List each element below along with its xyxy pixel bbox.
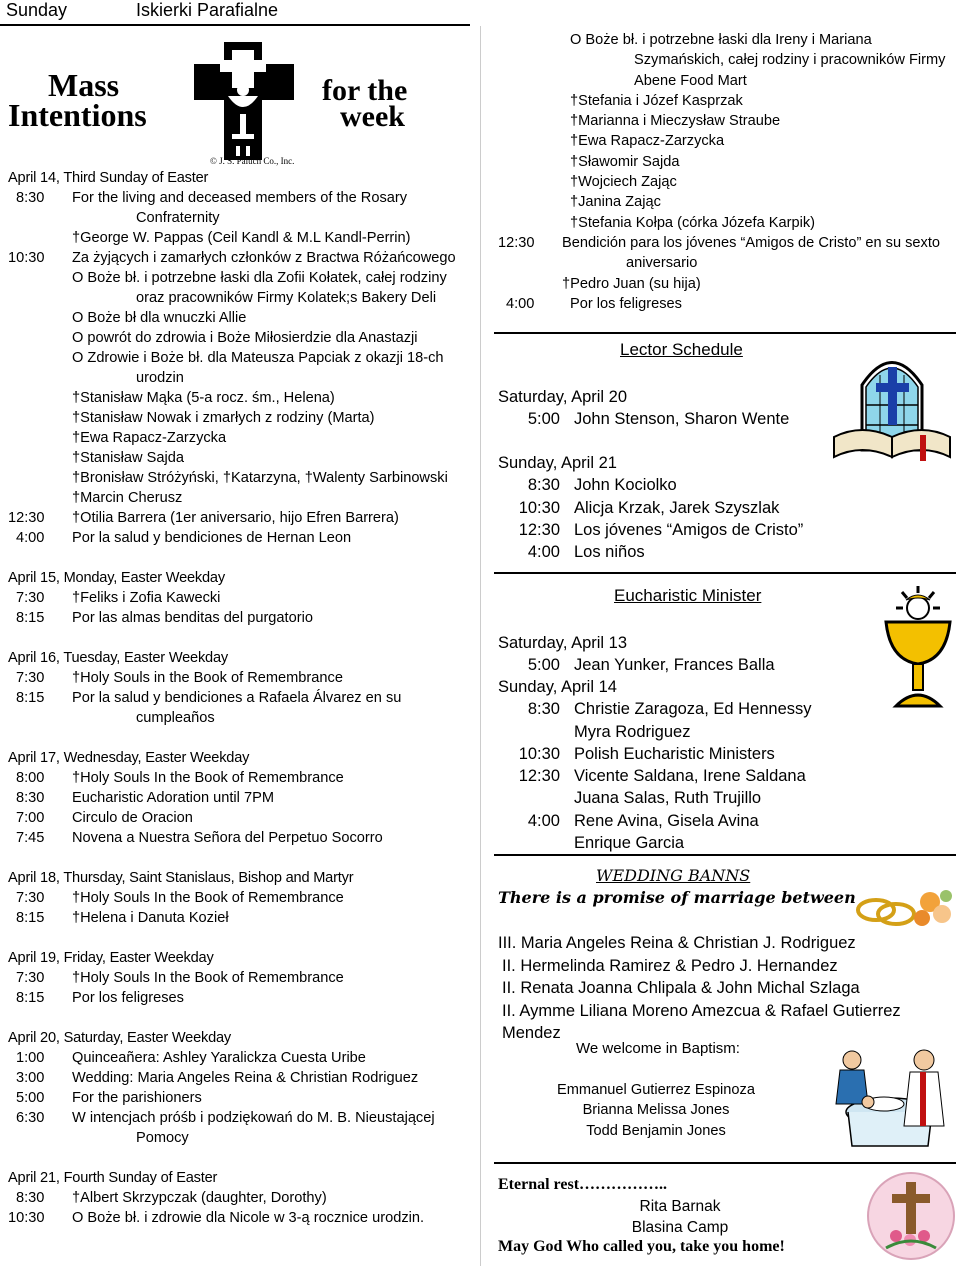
schedule-time-text: 8:30 — [527, 700, 560, 719]
header-title: Iskierki Parafialne — [136, 0, 279, 20]
intention-row — [8, 688, 462, 728]
intention-line: Eucharistic Adoration until 7PM — [72, 790, 274, 806]
intention-time: 12:30 — [498, 234, 535, 251]
schedule-row — [498, 810, 828, 832]
intention-time: 7:30 — [16, 890, 45, 906]
banns-item: II. Aymme Liliana Moreno Amezcua & Rafael Gutierrez Mendez — [502, 1001, 901, 1042]
intention-line: †Wojciech Zając — [570, 174, 677, 191]
schedule-time-text: 8:30 — [527, 476, 560, 495]
intention-text — [72, 888, 462, 908]
intention-line: †Holy Souls In the Book of Remembrance — [72, 890, 344, 906]
schedule-row — [498, 541, 818, 563]
baptism-name: Brianna Melissa Jones — [582, 1102, 730, 1119]
intention-line: †Stanisław Mąka (5-a rocz. śm., Helena) — [72, 390, 335, 406]
intention-line: Confraternity — [136, 210, 220, 226]
schedule-row — [498, 654, 828, 676]
day-block — [8, 748, 462, 848]
intention-row — [498, 294, 956, 314]
memorial-cross-flowers-icon — [866, 1170, 956, 1262]
mass-intentions-logo-art — [6, 38, 466, 166]
intention-row — [8, 248, 462, 508]
intention-line: Por los feligreses — [570, 295, 682, 312]
intention-line: O Zdrowie i Boże bł. dla Mateusza Papciak z okazji 18-ch — [72, 350, 444, 366]
schedule-row — [498, 408, 818, 430]
eternal-closing: May God Who called you, take you home! — [498, 1238, 785, 1255]
intention-row — [8, 768, 462, 788]
schedule-names: Alicja Krzak, Jarek Szyszlak — [574, 498, 780, 517]
intention-time: 7:00 — [16, 810, 45, 826]
intention-line: O powrót do zdrowia i Boże Miłosierdzie dla Anastazji — [72, 330, 418, 346]
intention-line: Por la salud y bendiciones de Hernan Leon — [72, 530, 352, 546]
intention-line: O Boże bł. i potrzebne łaski dla Ireny i Mariana — [570, 32, 872, 48]
intention-row — [8, 1048, 462, 1068]
intention-line: O Boże bł. i zdrowie dla Nicole w 3-ą rocznice urodzin. — [72, 1210, 425, 1226]
logo-credit: © J. S. Paluch Co., Inc. — [210, 156, 295, 166]
eternal-name: Rita Barnak — [639, 1198, 721, 1215]
intention-text — [570, 294, 956, 314]
schedule-day — [498, 386, 818, 430]
intention-row — [8, 988, 462, 1008]
wedding-rings-flowers-icon — [846, 880, 958, 936]
schedule-time — [498, 787, 560, 809]
schedule-row — [498, 743, 828, 765]
schedule-row — [498, 698, 828, 720]
schedule-time — [498, 541, 560, 563]
banns-subtitle: There is a promise of marriage between — [498, 888, 856, 907]
eternal-title: Eternal rest…………….. — [498, 1176, 668, 1193]
intention-text — [570, 30, 956, 233]
eucharistic-schedule — [498, 632, 828, 854]
logo-word-mass: Mass — [48, 67, 120, 103]
schedule-names: Enrique Garcia — [574, 834, 685, 853]
intention-text — [72, 668, 462, 688]
schedule-time-text: 12:30 — [518, 767, 560, 786]
schedule-names: Christie Zaragoza, Ed Hennessy — [574, 700, 812, 719]
intention-line: oraz pracowników Firmy Kolatek;s Bakery Deli — [136, 290, 437, 306]
intention-line: †Holy Souls in the Book of Remembrance — [72, 670, 343, 686]
day-title: April 21, Fourth Sunday of Easter — [8, 1170, 218, 1186]
intention-line: For the parishioners — [72, 1090, 202, 1106]
intention-line: Circulo de Oracion — [72, 810, 193, 826]
divider-eternal — [494, 1162, 956, 1164]
eternal-names — [600, 1196, 760, 1238]
day-title: April 18, Thursday, Saint Stanislaus, Bishop and Martyr — [8, 870, 354, 886]
banns-title: WEDDING BANNS — [596, 866, 751, 885]
intention-row — [8, 808, 462, 828]
intention-time: 7:30 — [16, 670, 45, 686]
schedule-time — [498, 721, 560, 743]
intention-row — [8, 1068, 462, 1088]
day-block — [8, 168, 462, 548]
schedule-names: Polish Eucharistic Ministers — [574, 744, 775, 763]
intention-time: 8:30 — [16, 790, 45, 806]
lector-schedule — [498, 386, 818, 563]
day-title: April 16, Tuesday, Easter Weekday — [8, 650, 228, 666]
intention-line: †Albert Skrzypczak (daughter, Dorothy) — [72, 1190, 327, 1206]
intention-line: †Pedro Juan (su hija) — [562, 275, 701, 292]
day-block — [8, 868, 462, 928]
schedule-time-text: 12:30 — [518, 520, 560, 539]
intention-line: †Holy Souls In the Book of Remembrance — [72, 770, 344, 786]
intention-row — [8, 1108, 462, 1148]
intention-text — [72, 1068, 462, 1088]
intention-line: †Feliks i Zofia Kawecki — [72, 590, 221, 606]
intention-row — [8, 968, 462, 988]
schedule-time-text: 10:30 — [518, 744, 560, 763]
intention-time: 5:00 — [16, 1090, 45, 1106]
intention-text — [72, 508, 462, 528]
intention-time: 8:30 — [16, 190, 45, 206]
schedule-day-title: Saturday, April 13 — [498, 634, 628, 652]
left-column-intentions — [8, 168, 462, 1228]
intention-row — [498, 233, 956, 294]
schedule-time — [498, 654, 560, 676]
day-block — [8, 1168, 462, 1228]
intention-row — [8, 668, 462, 688]
intention-time: 8:15 — [16, 690, 45, 706]
page-header — [0, 0, 470, 22]
intention-row — [8, 588, 462, 608]
intention-line: †Ewa Rapacz-Zarzycka — [570, 133, 725, 150]
intention-line: Quinceañera: Ashley Yaralickza Cuesta Uribe — [72, 1050, 366, 1066]
schedule-day-title: Saturday, April 20 — [498, 388, 628, 406]
banns-list — [498, 932, 956, 1045]
schedule-row — [498, 832, 828, 854]
divider-banns — [494, 854, 956, 856]
intention-row — [8, 1088, 462, 1108]
day-title: April 19, Friday, Easter Weekday — [8, 950, 214, 966]
intention-line: O Boże bł dla wnuczki Allie — [72, 310, 247, 326]
intention-text — [72, 768, 462, 788]
banns-item: II. Hermelinda Ramirez & Pedro J. Hernandez — [502, 956, 838, 975]
schedule-row — [498, 787, 828, 809]
day-block — [8, 568, 462, 628]
logo-word-intentions: Intentions — [8, 97, 147, 133]
intention-text — [72, 808, 462, 828]
schedule-time — [498, 698, 560, 720]
intention-line: Novena a Nuestra Señora del Perpetuo Socorro — [72, 830, 383, 846]
intention-time: 8:15 — [16, 610, 45, 626]
intention-text — [72, 528, 462, 548]
intention-line: †Janina Zając — [570, 194, 661, 211]
intention-text — [72, 1208, 462, 1228]
schedule-time — [498, 408, 560, 430]
day-title: April 17, Wednesday, Easter Weekday — [8, 750, 250, 766]
day-block — [8, 948, 462, 1008]
lector-title: Lector Schedule — [620, 340, 743, 359]
intention-text — [72, 188, 462, 248]
schedule-time-text: 5:00 — [527, 656, 560, 674]
intention-time: 8:00 — [16, 770, 45, 786]
intention-line: †Stanisław Sajda — [72, 450, 184, 466]
intention-line: Za żyjących i zamarłych członków z Bractwa Różańcowego — [72, 250, 456, 266]
intention-line: Por la salud y bendiciones a Rafaela Álvarez en su — [72, 690, 402, 706]
schedule-day — [498, 632, 828, 676]
day-block — [8, 648, 462, 728]
schedule-row — [498, 497, 818, 519]
cross-chalice-icon — [194, 42, 294, 160]
stained-glass-bible-icon — [832, 345, 954, 463]
intention-line: †Holy Souls In the Book of Remembrance — [72, 970, 344, 986]
schedule-names: Juana Salas, Ruth Trujillo — [574, 789, 762, 808]
intention-text — [72, 1188, 462, 1208]
intention-time: 4:00 — [506, 295, 535, 312]
intention-row — [8, 508, 462, 528]
intention-row — [8, 188, 462, 248]
intention-line: †Marcin Cherusz — [72, 490, 183, 506]
header-rule — [0, 24, 470, 26]
intention-line: Abene Food Mart — [634, 72, 747, 89]
intention-time: 8:30 — [16, 1190, 45, 1206]
intention-time: 7:45 — [16, 830, 45, 846]
intention-text — [72, 608, 462, 628]
schedule-day — [498, 676, 828, 854]
intention-line: Szymańskich, całej rodziny i pracowników Firmy — [634, 52, 946, 69]
schedule-names: Vicente Saldana, Irene Saldana — [574, 767, 806, 786]
intention-time: 7:30 — [16, 590, 45, 606]
intention-line: cumpleaños — [136, 710, 215, 726]
intention-line: †Stefania i Józef Kasprzak — [570, 92, 743, 109]
banns-item: II. Renata Joanna Chlipala & John Michal Szlaga — [502, 979, 860, 997]
intention-row — [8, 528, 462, 548]
schedule-time-text: 5:00 — [527, 410, 560, 428]
intention-text — [72, 968, 462, 988]
intention-row — [8, 888, 462, 908]
day-title: April 14, Third Sunday of Easter — [8, 170, 209, 186]
intention-line: O Boże bł. i potrzebne łaski dla Zofii Kołatek, całej rodziny — [72, 270, 447, 286]
schedule-names: Los niños — [574, 543, 645, 562]
day-block — [8, 1028, 462, 1148]
intention-time: 12:30 — [8, 510, 45, 526]
schedule-names: Rene Avina, Gisela Avina — [574, 811, 759, 830]
logo-word-week: week — [340, 100, 405, 133]
schedule-day — [498, 452, 818, 563]
intention-text — [72, 688, 462, 728]
banns-item: III. Maria Angeles Reina & Christian J. Rodriguez — [498, 934, 856, 952]
column-divider — [480, 26, 481, 1266]
schedule-row — [498, 765, 828, 787]
intention-line: Por los feligreses — [72, 990, 184, 1006]
intention-row — [8, 608, 462, 628]
intention-row — [8, 908, 462, 928]
schedule-time — [498, 765, 560, 787]
divider-lector — [494, 332, 956, 334]
eucharistic-title: Eucharistic Minister — [614, 586, 762, 605]
intention-line: †Stanisław Nowak i zmarłych z rodziny (Marta) — [72, 410, 375, 426]
intention-time: 4:00 — [16, 530, 45, 546]
intention-line: †Marianna i Mieczysław Straube — [570, 113, 781, 130]
intention-line: aniversario — [626, 255, 698, 272]
intention-text — [72, 1088, 462, 1108]
intention-time: 6:30 — [16, 1110, 45, 1126]
schedule-time — [498, 497, 560, 519]
schedule-row — [498, 474, 818, 496]
intention-text — [72, 828, 462, 848]
intention-text — [562, 233, 956, 294]
intention-time: 8:15 — [16, 990, 45, 1006]
schedule-names: Jean Yunker, Frances Balla — [574, 656, 775, 674]
schedule-time — [498, 743, 560, 765]
intention-text — [72, 788, 462, 808]
intention-time: 10:30 — [8, 1210, 45, 1226]
intention-time: 10:30 — [8, 250, 45, 266]
schedule-row — [498, 721, 828, 743]
intention-line: For the living and deceased members of the Rosary — [72, 190, 408, 206]
intention-line: †Otilia Barrera (1er aniversario, hijo Efren Barrera) — [72, 510, 399, 526]
baptism-name: Todd Benjamin Jones — [586, 1122, 726, 1139]
schedule-day-title: Sunday, April 14 — [498, 678, 617, 697]
chalice-icon — [878, 586, 958, 710]
intention-time: 3:00 — [16, 1070, 45, 1086]
intention-line: Bendición para los jóvenes “Amigos de Cristo” en su sexto — [562, 234, 941, 251]
schedule-names: Myra Rodriguez — [574, 722, 691, 741]
intention-text — [72, 988, 462, 1008]
intention-line: †Helena i Danuta Kozieł — [72, 910, 229, 926]
schedule-day-title: Sunday, April 21 — [498, 454, 617, 473]
intention-row — [8, 828, 462, 848]
intention-text — [72, 1048, 462, 1068]
schedule-names: John Stenson, Sharon Wente — [574, 410, 790, 428]
header-day: Sunday — [6, 0, 68, 20]
intention-line: †George W. Pappas (Ceil Kandl & M.L Kandl-Perrin) — [72, 230, 411, 246]
intention-text — [72, 248, 462, 508]
eternal-name: Blasina Camp — [631, 1219, 729, 1236]
divider-eucharistic — [494, 572, 956, 574]
schedule-time — [498, 519, 560, 541]
intention-line: †Bronisław Stróżyński, †Katarzyna, †Walenty Sarbinowski — [72, 470, 448, 486]
intention-text — [72, 588, 462, 608]
intention-line: †Sławomir Sajda — [570, 153, 680, 170]
intention-line: †Stefania Kołpa (córka Józefa Karpik) — [570, 214, 815, 231]
baptism-name: Emmanuel Gutierrez Espinoza — [557, 1082, 755, 1098]
baptism-names — [536, 1080, 776, 1141]
day-title: April 20, Saturday, Easter Weekday — [8, 1030, 232, 1046]
right-column-intentions — [498, 30, 956, 314]
intention-row — [8, 1208, 462, 1228]
intention-line: Pomocy — [136, 1130, 189, 1146]
schedule-time-text: 10:30 — [518, 498, 560, 517]
intention-text — [72, 1108, 462, 1148]
schedule-names: Los jóvenes “Amigos de Cristo” — [574, 520, 804, 539]
intention-time: 7:30 — [16, 970, 45, 986]
intention-line: urodzin — [136, 370, 184, 386]
intention-line: Wedding: Maria Angeles Reina & Christian Rodriguez — [72, 1070, 419, 1086]
schedule-time-text: 4:00 — [527, 811, 560, 830]
intention-row — [8, 1188, 462, 1208]
intention-time — [498, 30, 570, 233]
baptism-scene-icon — [828, 1034, 958, 1158]
intention-line: Por las almas benditas del purgatorio — [72, 610, 313, 626]
baptism-title: We welcome in Baptism: — [576, 1040, 740, 1057]
schedule-time — [498, 832, 560, 854]
intention-time: 1:00 — [16, 1050, 45, 1066]
intention-line: W intencjach próśb i podziękowań do M. B. Nieustającej — [72, 1110, 435, 1126]
intention-line: †Ewa Rapacz-Zarzycka — [72, 430, 227, 446]
intention-row — [498, 30, 956, 233]
schedule-row — [498, 519, 818, 541]
intention-row — [8, 788, 462, 808]
mass-intentions-logo — [6, 38, 466, 166]
schedule-time — [498, 474, 560, 496]
logo-word-for-the: for the — [322, 74, 408, 107]
schedule-names: John Kociolko — [574, 476, 677, 495]
schedule-time-text: 4:00 — [527, 543, 560, 562]
schedule-time — [498, 810, 560, 832]
intention-time: 8:15 — [16, 910, 45, 926]
intention-text — [72, 908, 462, 928]
day-title: April 15, Monday, Easter Weekday — [8, 570, 225, 586]
